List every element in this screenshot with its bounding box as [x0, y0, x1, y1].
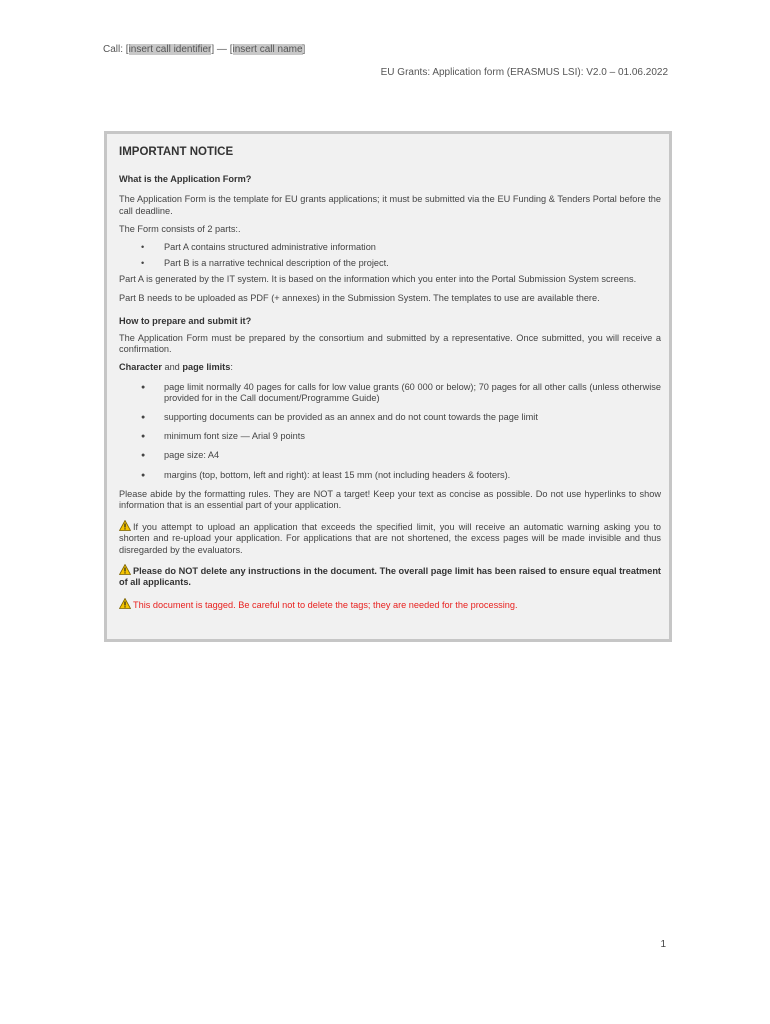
what-paragraph: The Application Form is the template for EU grants applications; it must be submitted via the EU Funding & Tenders Portal before the call deadline. — [119, 194, 661, 216]
call-suffix: ] — [302, 44, 306, 55]
part-b-paragraph: Part B needs to be uploaded as PDF (+ annexes) in the Submission System. The templates to use are available there. — [119, 292, 600, 303]
list-item: • Part B is a narrative technical description of the project. — [141, 258, 389, 269]
dot-bullet-icon: ● — [141, 452, 146, 460]
dot-bullet-icon: ● — [141, 383, 146, 391]
warning-triangle-icon — [119, 564, 131, 575]
warning-tags: This document is tagged. Be careful not to delete the tags; they are needed for the processing. — [119, 598, 661, 611]
list-item: ● margins (top, bottom, left and right): at least 15 mm (not including headers & footers). — [141, 469, 511, 480]
limits-list — [119, 382, 661, 481]
limits-lead: Character and page limits: — [119, 362, 233, 373]
arrow-bullet-icon: • — [141, 258, 145, 269]
important-notice-box — [104, 131, 672, 642]
how-heading: How to prepare and submit it? — [119, 315, 252, 326]
what-heading: What is the Application Form? — [119, 174, 252, 185]
how-paragraph: The Application Form must be prepared by the consortium and submitted by a representative. Once submitted, you will receive a confirmation. — [119, 333, 661, 355]
page-number: 1 — [660, 939, 666, 950]
arrow-bullet-icon: • — [141, 242, 145, 253]
list-item: ● minimum font size — Arial 9 points — [141, 431, 305, 442]
warning-instructions: Please do NOT delete any instructions in the document. The overall page limit has been raised to ensure equal treatment of all applicants. — [119, 565, 661, 588]
form-version-header: EU Grants: Application form (ERASMUS LSI): V2.0 – 01.06.2022 — [380, 67, 668, 78]
call-prefix: Call: [ — [103, 44, 129, 55]
warning-triangle-icon — [119, 520, 131, 531]
call-separator: ] — [ — [211, 44, 233, 55]
list-item: ● page size: A4 — [141, 450, 220, 461]
warning-triangle-icon — [119, 598, 131, 609]
notice-title: IMPORTANT NOTICE — [119, 146, 234, 158]
dot-bullet-icon: ● — [141, 433, 146, 441]
call-name-placeholder: insert call name — [232, 44, 303, 55]
parts-list — [119, 242, 661, 269]
abide-paragraph: Please abide by the formatting rules. They are NOT a target! Keep your text as concise as possible. Do not use hyperlinks to show information that is an essential part of your application. — [119, 488, 661, 511]
dot-bullet-icon: ● — [141, 414, 146, 422]
parts-intro: The Form consists of 2 parts:. — [119, 223, 241, 234]
warning-upload: If you attempt to upload an application that exceeds the specified limit, you will receive an automatic warning asking you to shorten and re-upload your application. For applications that are not shortened, the excess pages will be made invisible and thus disregarded by the evaluators. — [119, 522, 661, 555]
call-identifier-placeholder: insert call identifier — [128, 44, 212, 55]
call-header — [103, 44, 305, 55]
list-item: • Part A contains structured administrative information — [141, 242, 376, 253]
part-a-paragraph: Part A is generated by the IT system. It is based on the information which you enter into the Portal Submission System screens. — [119, 274, 637, 285]
list-item: ● supporting documents can be provided as an annex and do not count towards the page limit — [141, 412, 538, 423]
list-item: ● page limit normally 40 pages for calls for low value grants (60 000 or below); 70 pages for all other calls (unless otherwise provided for in the Call document/Programme Guide) — [141, 381, 661, 403]
dot-bullet-icon: ● — [141, 471, 146, 479]
